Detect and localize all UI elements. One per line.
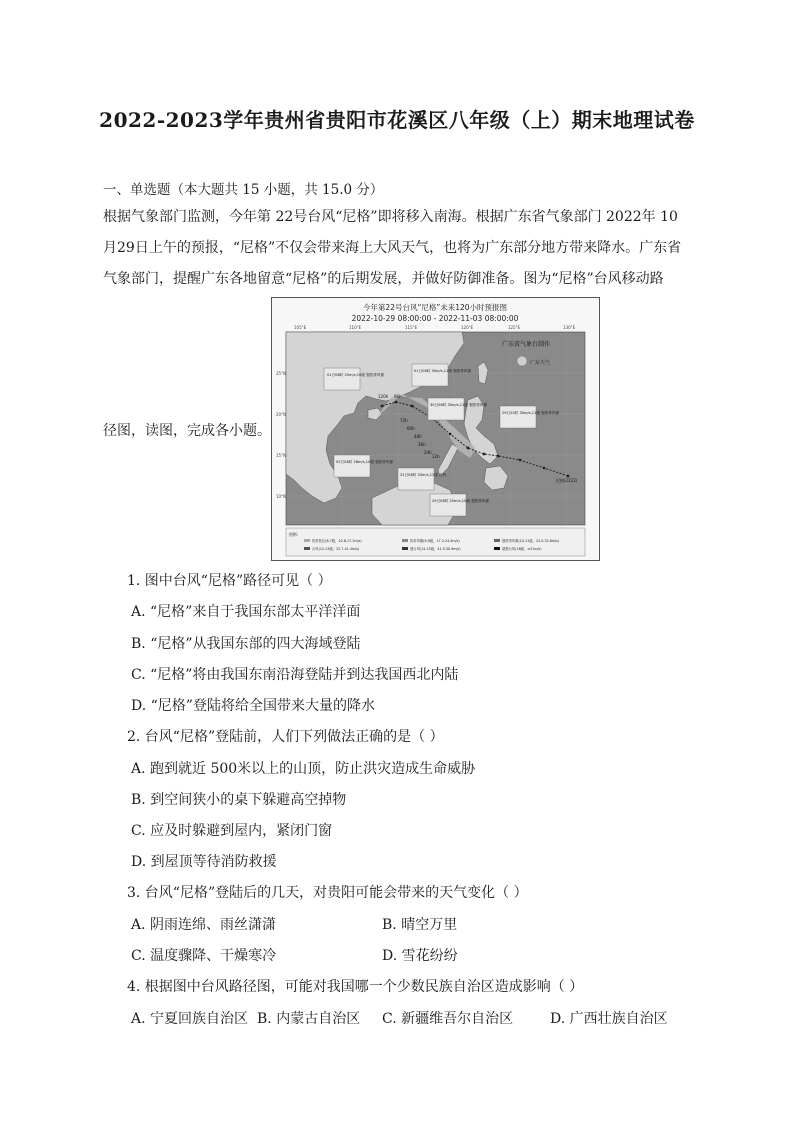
hour-label: 60h (407, 426, 415, 431)
lon-label: 110°E (349, 325, 362, 330)
forecast-box-text: 01日08时 25m/s,10级 强热带风暴 (327, 373, 385, 377)
question-1-option-c[interactable]: C. “尼格”将由我国东南沿海登陆并到达我国西北内陆 (131, 667, 459, 683)
hour-label: 48h (414, 434, 422, 439)
forecast-box (428, 398, 464, 420)
lon-label: 125°E (508, 325, 521, 330)
hour-label: 36h (418, 442, 426, 447)
forecast-box (500, 406, 536, 428)
intro-line: 月29日上午的预报，“尼格”不仅会带来海上大风天气，也将为广东部分地方带来降水。广东省 (103, 240, 682, 256)
forecast-box-text: 29日20时 30m/s,11级 强热带风暴 (502, 411, 560, 415)
intro-line: 根据气象部门监测，今年第 22号台风“尼格”即将移入南海。根据广东省气象部门 2022年 10 (103, 209, 678, 225)
forecast-box (430, 494, 466, 516)
logo-text: 广东天气 (530, 360, 551, 366)
question-4-stem: 4. 根据图中台风路径图，可能对我国哪一个少数民族自治区造成影响（ ） (127, 979, 584, 995)
map-credit: 广东省气象台制作 (502, 341, 551, 348)
typhoon-label: 尼格(2222) (556, 478, 578, 483)
forecast-box-text: 02日08时 28m/s,10级 强热带风暴 (336, 460, 394, 464)
question-3-stem: 3. 台风“尼格”登陆后的几天，对贵阳可能会带来的天气变化（ ） (127, 885, 528, 901)
legend-item: 台风(12-13级，32.7-41.4m/s) (312, 547, 360, 551)
hour-label: 96h (394, 394, 402, 399)
legend-item: 热带风暴(8-9级，17.2-24.4m/s) (410, 539, 460, 543)
hour-label: 24h (424, 450, 432, 455)
forecast-box-text: 30日08时 30m/s,11级 强热带风暴 (430, 403, 488, 407)
question-3-option-b[interactable]: B. 晴空万里 (382, 917, 458, 933)
question-4-option-b[interactable]: B. 内蒙古自治区 (257, 1011, 361, 1027)
legend-item: 超强台风(16级，≥51m/s) (502, 547, 542, 551)
section-heading: 一、单选题（本大题共 15 小题，共 15.0 分） (103, 182, 384, 198)
forecast-box (412, 364, 448, 386)
question-1-option-d[interactable]: D. “尼格”登陆将给全国带来大量的降水 (131, 698, 375, 714)
question-3-option-d[interactable]: D. 雪花纷纷 (382, 948, 458, 964)
question-1-option-b[interactable]: B. “尼格”从我国东部的四大海域登陆 (131, 636, 361, 652)
forecast-box-text: 31日08时 33m/s,12级 台风 (400, 473, 447, 477)
question-2-option-c[interactable]: C. 应及时躲避到屋内，紧闭门窗 (131, 823, 333, 839)
hour-label: 72h (400, 418, 408, 423)
intro-tail: 径图，读图，完成各小题。 (103, 423, 271, 439)
question-4-option-c[interactable]: C. 新疆维吾尔自治区 (382, 1011, 514, 1027)
question-4-option-a[interactable]: A. 宁夏回族自治区 (131, 1011, 249, 1027)
question-2-option-d[interactable]: D. 到屋顶等待消防救援 (131, 854, 277, 870)
lat-label: 10°N (276, 494, 287, 499)
intro-line: 气象部门，提醒广东各地留意“尼格”的后期发展，并做好防御准备。图为“尼格”台风移动路 (103, 271, 664, 287)
forecast-box-text: 01日08时 30m/s,11级 强热带风暴 (414, 369, 472, 373)
lon-label: 120°E (461, 325, 474, 330)
question-1-stem: 1. 图中台风“尼格”路径可见（ ） (127, 573, 332, 589)
question-2-stem: 2. 台风“尼格”登陆前，人们下列做法正确的是（ ） (127, 729, 444, 745)
legend-title: 图例: (289, 532, 298, 537)
hour-label: 120h (378, 394, 389, 399)
forecast-box-text: 29日08时 25m/s,10级 强热带风暴 (432, 499, 490, 503)
lon-label: 105°E (294, 325, 307, 330)
lon-label: 130°E (563, 325, 576, 330)
forecast-box (334, 455, 370, 477)
hour-label: 12h (432, 454, 440, 459)
page-title: 2022-2023学年贵州省贵阳市花溪区八年级（上）期末地理试卷 (99, 108, 695, 132)
map-title-1: 今年第22号台风“尼格”未来120小时预报图 (362, 303, 508, 312)
lat-label: 25°N (276, 371, 287, 376)
forecast-box (398, 468, 434, 490)
weather-logo-icon (517, 356, 527, 366)
forecast-box (324, 368, 360, 390)
intro-paragraph (103, 202, 691, 295)
legend-item: 强台风(14-15级，41.5-50.9m/s) (410, 547, 461, 551)
typhoon-track-map (271, 297, 600, 561)
question-3-option-c[interactable]: C. 温度骤降、干燥寒冷 (131, 948, 277, 964)
question-3-option-a[interactable]: A. 阴雨连绵、雨丝潇潇 (131, 917, 277, 933)
lat-label: 15°N (276, 453, 287, 458)
question-2-option-b[interactable]: B. 到空间狭小的桌下躲避高空掉物 (131, 792, 347, 808)
lat-label: 20°N (276, 412, 287, 417)
legend-item: 强热带风暴(10-11级，24.5-32.6m/s) (502, 539, 560, 543)
lon-label: 115°E (405, 325, 418, 330)
question-4-option-d[interactable]: D. 广西壮族自治区 (550, 1011, 668, 1027)
question-1-option-a[interactable]: A. “尼格”来自于我国东部太平洋洋面 (131, 604, 361, 620)
map-title-2: 2022-10-29 08:00:00 - 2022-11-03 08:00:00 (351, 314, 519, 323)
question-2-option-a[interactable]: A. 跑到就近 500米以上的山顶，防止洪灾造成生命威胁 (131, 761, 476, 777)
legend-item: 热带低压(6-7级，10.8-17.1m/s) (312, 539, 362, 543)
